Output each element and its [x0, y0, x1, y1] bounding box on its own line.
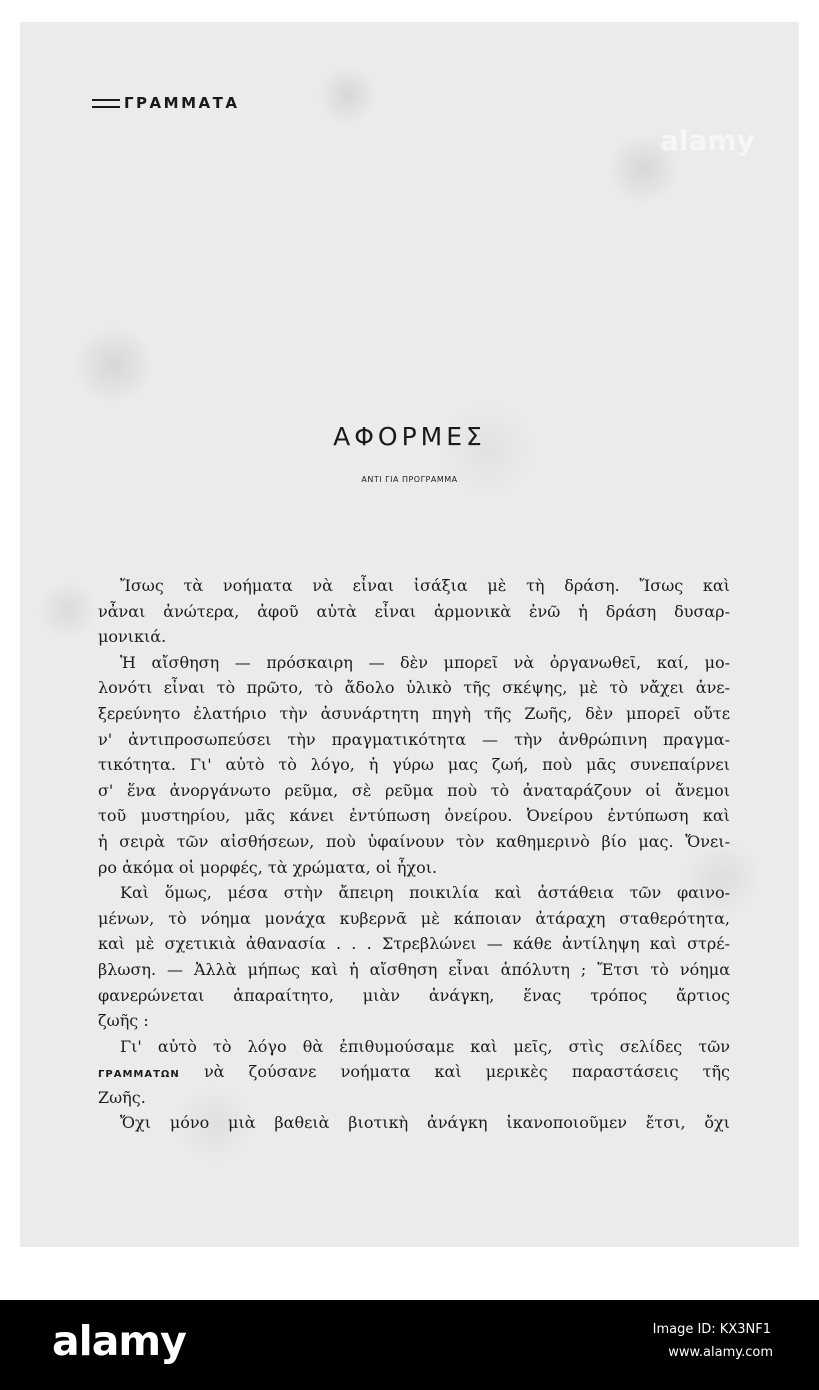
text-line: Ἴσως τὰ νοήματα νὰ εἶναι ἰσάξια μὲ τὴ δράση. Ἴσως καὶ	[120, 576, 730, 595]
text-line: Ζωῆς.	[98, 1087, 146, 1107]
scanned-page	[20, 22, 799, 1247]
image-id: Image ID: KX3NF1	[652, 1322, 771, 1337]
text-line: καὶ μὲ σχετικιὰ ἀθανασία . . . Στρεβλώνει — κάθε ἀντίληψη καὶ στρέ-	[98, 934, 730, 954]
text-line: ρο ἀκόμα οἱ μορφές, τὰ χρώματα, οἱ ἦχοι.	[98, 857, 438, 877]
text-line: Γι' αὐτὸ τὸ λόγο θὰ ἐπιθυμούσαμε καὶ μεῖς, στὶς σελίδες τῶν	[120, 1036, 730, 1056]
running-header	[92, 94, 239, 112]
text-line: ξερεύνητο ἐλατήριο τὴν ἀσυνάρτητη πηγὴ τῆς Ζωῆς, δὲν μπορεῖ οὔτε	[98, 703, 730, 723]
text-line: τικότητα. Γι' αὐτὸ τὸ λόγο, ἡ γύρω μας ζωή, ποὺ μᾶς συνεπαίρνει	[98, 755, 730, 775]
text-line: Καὶ ὅμως, μέσα στὴν ἄπειρη ποικιλία καὶ ἀστάθεια τῶν φαινο-	[120, 883, 730, 903]
text-line: τοῦ μυστηρίου, μᾶς κάνει ἐντύπωση ὀνείρου. Ὀνείρου ἐντύπωση καὶ	[98, 806, 730, 826]
stock-url: www.alamy.com	[668, 1345, 773, 1360]
text-line	[98, 1059, 730, 1085]
text-line: Ἡ αἴσθηση — πρόσκαιρη — δὲν μπορεῖ νὰ ὀργανωθεῖ, καί, μο-	[120, 652, 730, 672]
section-label: ΓΡΑΜΜΑΤΑ	[124, 94, 240, 112]
alamy-logo: alamy	[52, 1317, 186, 1365]
double-rule-icon	[92, 99, 120, 108]
watermark-text: alamy	[660, 124, 755, 157]
article-title: ΑΦΟΡΜΕΣ	[333, 422, 486, 451]
text-line: φανερώνεται ἀπαραίτητο, μιὰν ἀνάγκη, ἕνας τρόπος ἄρτιος	[98, 985, 730, 1005]
text-line: νἆναι ἀνώτερα, ἀφοῦ αὐτὰ εἶναι ἁρμονικὰ ἐνῶ ἡ δράση δυσαρ-	[98, 601, 730, 621]
text-line: μένων, τὸ νόημα μονάχα κυβερνᾶ μὲ κάποιαν ἀτάραχη σταθερότητα,	[98, 908, 730, 928]
text-line: σ' ἕνα ἀνοργάνωτο ρεῦμα, σὲ ρεῦμα ποὺ τὸ ἀναταράζουν οἱ ἄνεμοι	[98, 780, 730, 800]
article-body	[98, 573, 730, 1136]
text-line: μονικιά.	[98, 627, 167, 647]
text-line-rest: νὰ ζούσανε νοήματα καὶ μερικὲς παραστάσεις τῆς	[203, 1062, 730, 1082]
text-line: ζωῆς :	[98, 1011, 149, 1031]
text-line: ν' ἀντιπροσωπεύσει τὴν πραγματικότητα — τὴν ἀνθρώπινη πραγμα-	[98, 729, 730, 749]
text-line: βλωση. — Ἀλλὰ μήπως καὶ ἡ αἴσθηση εἶναι ἀπόλυτη ; Ἔτσι τὸ νόημα	[98, 959, 730, 979]
grammaton-word: ΓΡΑΜΜΑΤΩΝ	[98, 1069, 180, 1081]
article-subtitle: ΑΝΤΙ ΓΙΑ ΠΡΟΓΡΑΜΜΑ	[361, 475, 458, 484]
text-line: Ὄχι μόνο μιὰ βαθειὰ βιοτικὴ ἀνάγκη ἱκανοποιοῦμεν ἔτσι, ὄχι	[120, 1113, 730, 1133]
text-line: λονότι εἶναι τὸ πρῶτο, τὸ ἄδολο ὑλικὸ τῆς σκέψης, μὲ τὸ νἄχει ἀνε-	[98, 678, 730, 698]
text-line: ἡ σειρὰ τῶν αἰσθήσεων, ποὺ ὑφαίνουν τὸν καθημερινὸ βίο μας. Ὄνει-	[98, 831, 730, 851]
